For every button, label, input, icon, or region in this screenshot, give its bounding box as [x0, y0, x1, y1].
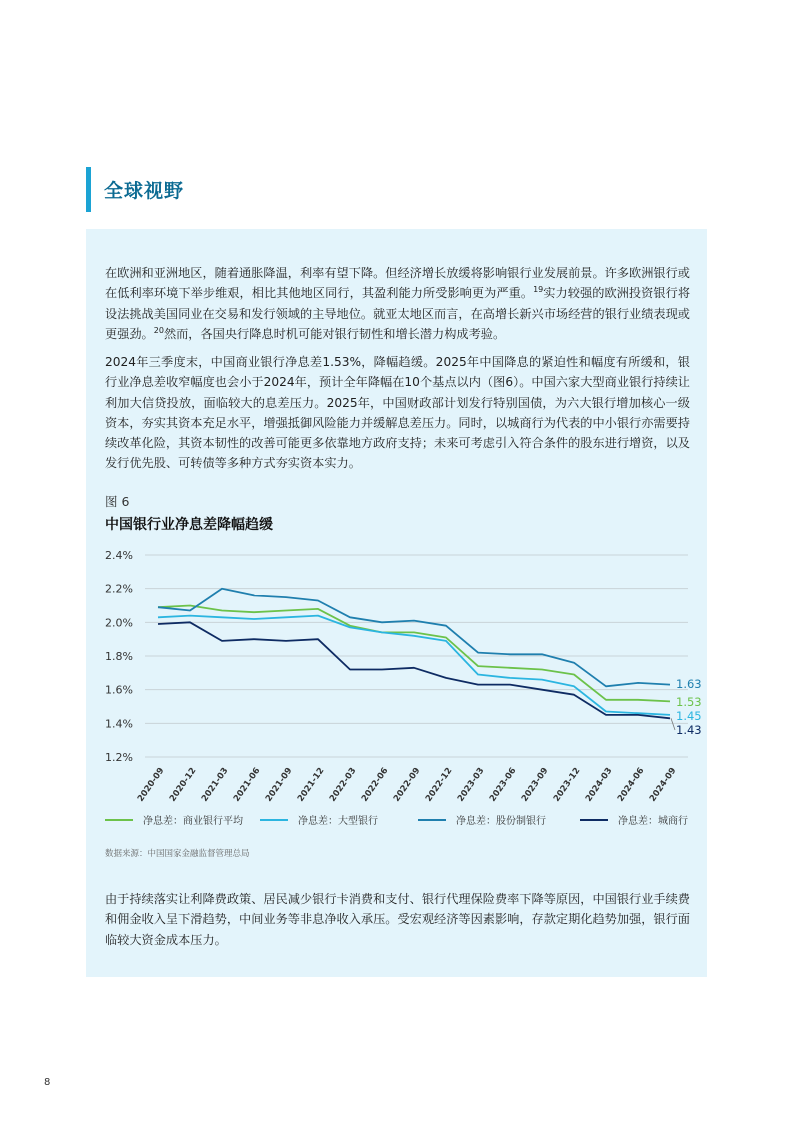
figure-source: 数据来源：中国国家金融监督管理总局 [105, 849, 250, 859]
end-value-label: 1.63 [676, 677, 702, 691]
legend-label: 净息差：大型银行 [298, 816, 378, 827]
figure-label: 图 6 [105, 494, 130, 509]
x-tick-label: 2024-06 [615, 765, 647, 804]
x-tick-label: 2023-06 [487, 765, 519, 804]
paragraph-2: 2024年三季度末，中国商业银行净息差1.53%，降幅趋缓。2025年中国降息的紧迫性和幅度有所缓和，银行业净息差收窄幅度也会小于2024年，预计全年降幅在10个基点以内（图6）。中国六家大型商业银行持续让利加大信贷投放，面临较大的息差压力。2025年，中国财政部计划发行特别国债，为六大银行增加核心一级资本，夯实其资本充足水平，增强抵御风险能力并缓解息差压力。同时，以城商行为代表的中小银行亦需要持续改革化险，其资本韧性的改善可能更多依靠地方政府支持；未来可考虑引入符合条件的股东进行增资，以及发行优先股、可转债等多种方式夯实资本实力。 [105, 355, 690, 471]
x-tick-label: 2021-12 [295, 765, 327, 804]
y-tick-label: 1.4% [105, 717, 133, 731]
x-tick-label: 2024-03 [583, 765, 615, 804]
end-value-label: 1.43 [676, 723, 702, 737]
legend-label: 净息差：股份制银行 [456, 816, 546, 827]
y-tick-label: 2.0% [105, 616, 133, 630]
paragraph-3: 由于持续落实让利降费政策、居民减少银行卡消费和支付、银行代理保险费率下降等原因，中国银行业手续费和佣金收入呈下滑趋势，中间业务等非息净收入承压。受宏观经济等因素影响，存款定期化趋势加强，银行面临较大资金成本压力。 [105, 892, 690, 947]
x-tick-label: 2022-12 [423, 765, 455, 804]
page-number: 8 [44, 1077, 51, 1088]
paragraph-1-part-c: 然而，各国央行降息时机可能对银行韧性和增长潜力构成考验。 [163, 326, 506, 341]
end-value-label: 1.53 [676, 695, 702, 709]
y-tick-label: 2.4% [105, 549, 133, 562]
y-tick-label: 1.8% [105, 650, 133, 663]
paragraph-1-part-b: 实力较强的欧洲投资银行将设法挑战美国同业在交易和发行领域的主导地位。就亚太地区而言，在高增长新兴市场经营的银行业绩表现或更强劲。 [105, 286, 691, 341]
x-tick-label: 2023-03 [455, 765, 487, 804]
y-tick-label: 1.6% [105, 683, 133, 697]
footnote-ref-19[interactable]: 19 [533, 285, 544, 295]
x-tick-label: 2024-09 [647, 765, 679, 804]
x-tick-label: 2020-12 [167, 765, 199, 804]
x-tick-label: 2021-06 [231, 765, 263, 804]
y-tick-label: 1.2% [105, 751, 133, 764]
section-title: 全球视野 [104, 180, 185, 202]
legend-label: 净息差：商业银行平均 [143, 816, 243, 827]
x-tick-label: 2021-03 [199, 765, 231, 804]
legend-label: 净息差：城商行 [618, 816, 688, 827]
x-tick-label: 2023-09 [519, 765, 551, 804]
x-tick-label: 2023-12 [551, 765, 583, 804]
footnote-ref-20[interactable]: 20 [153, 325, 164, 335]
figure-title: 中国银行业净息差降幅趋缓 [105, 517, 273, 533]
x-tick-label: 2022-03 [327, 765, 359, 804]
end-label-leader [671, 718, 675, 730]
y-tick-label: 2.2% [105, 582, 133, 596]
paragraph-1-part-a: 在欧洲和亚洲地区，随着通胀降温，利率有望下降。但经济增长放缓将影响银行业发展前景。许多欧洲银行或在低利率环境下举步维艰，相比其他地区同行，其盈利能力所受影响更为严重。 [105, 266, 690, 301]
end-value-label: 1.45 [676, 709, 702, 723]
x-tick-label: 2022-06 [359, 765, 391, 804]
series-line [158, 589, 670, 687]
x-tick-label: 2021-09 [263, 765, 295, 804]
x-tick-label: 2022-09 [391, 765, 423, 804]
x-tick-label: 2020-09 [135, 765, 167, 804]
series-line [158, 616, 670, 715]
